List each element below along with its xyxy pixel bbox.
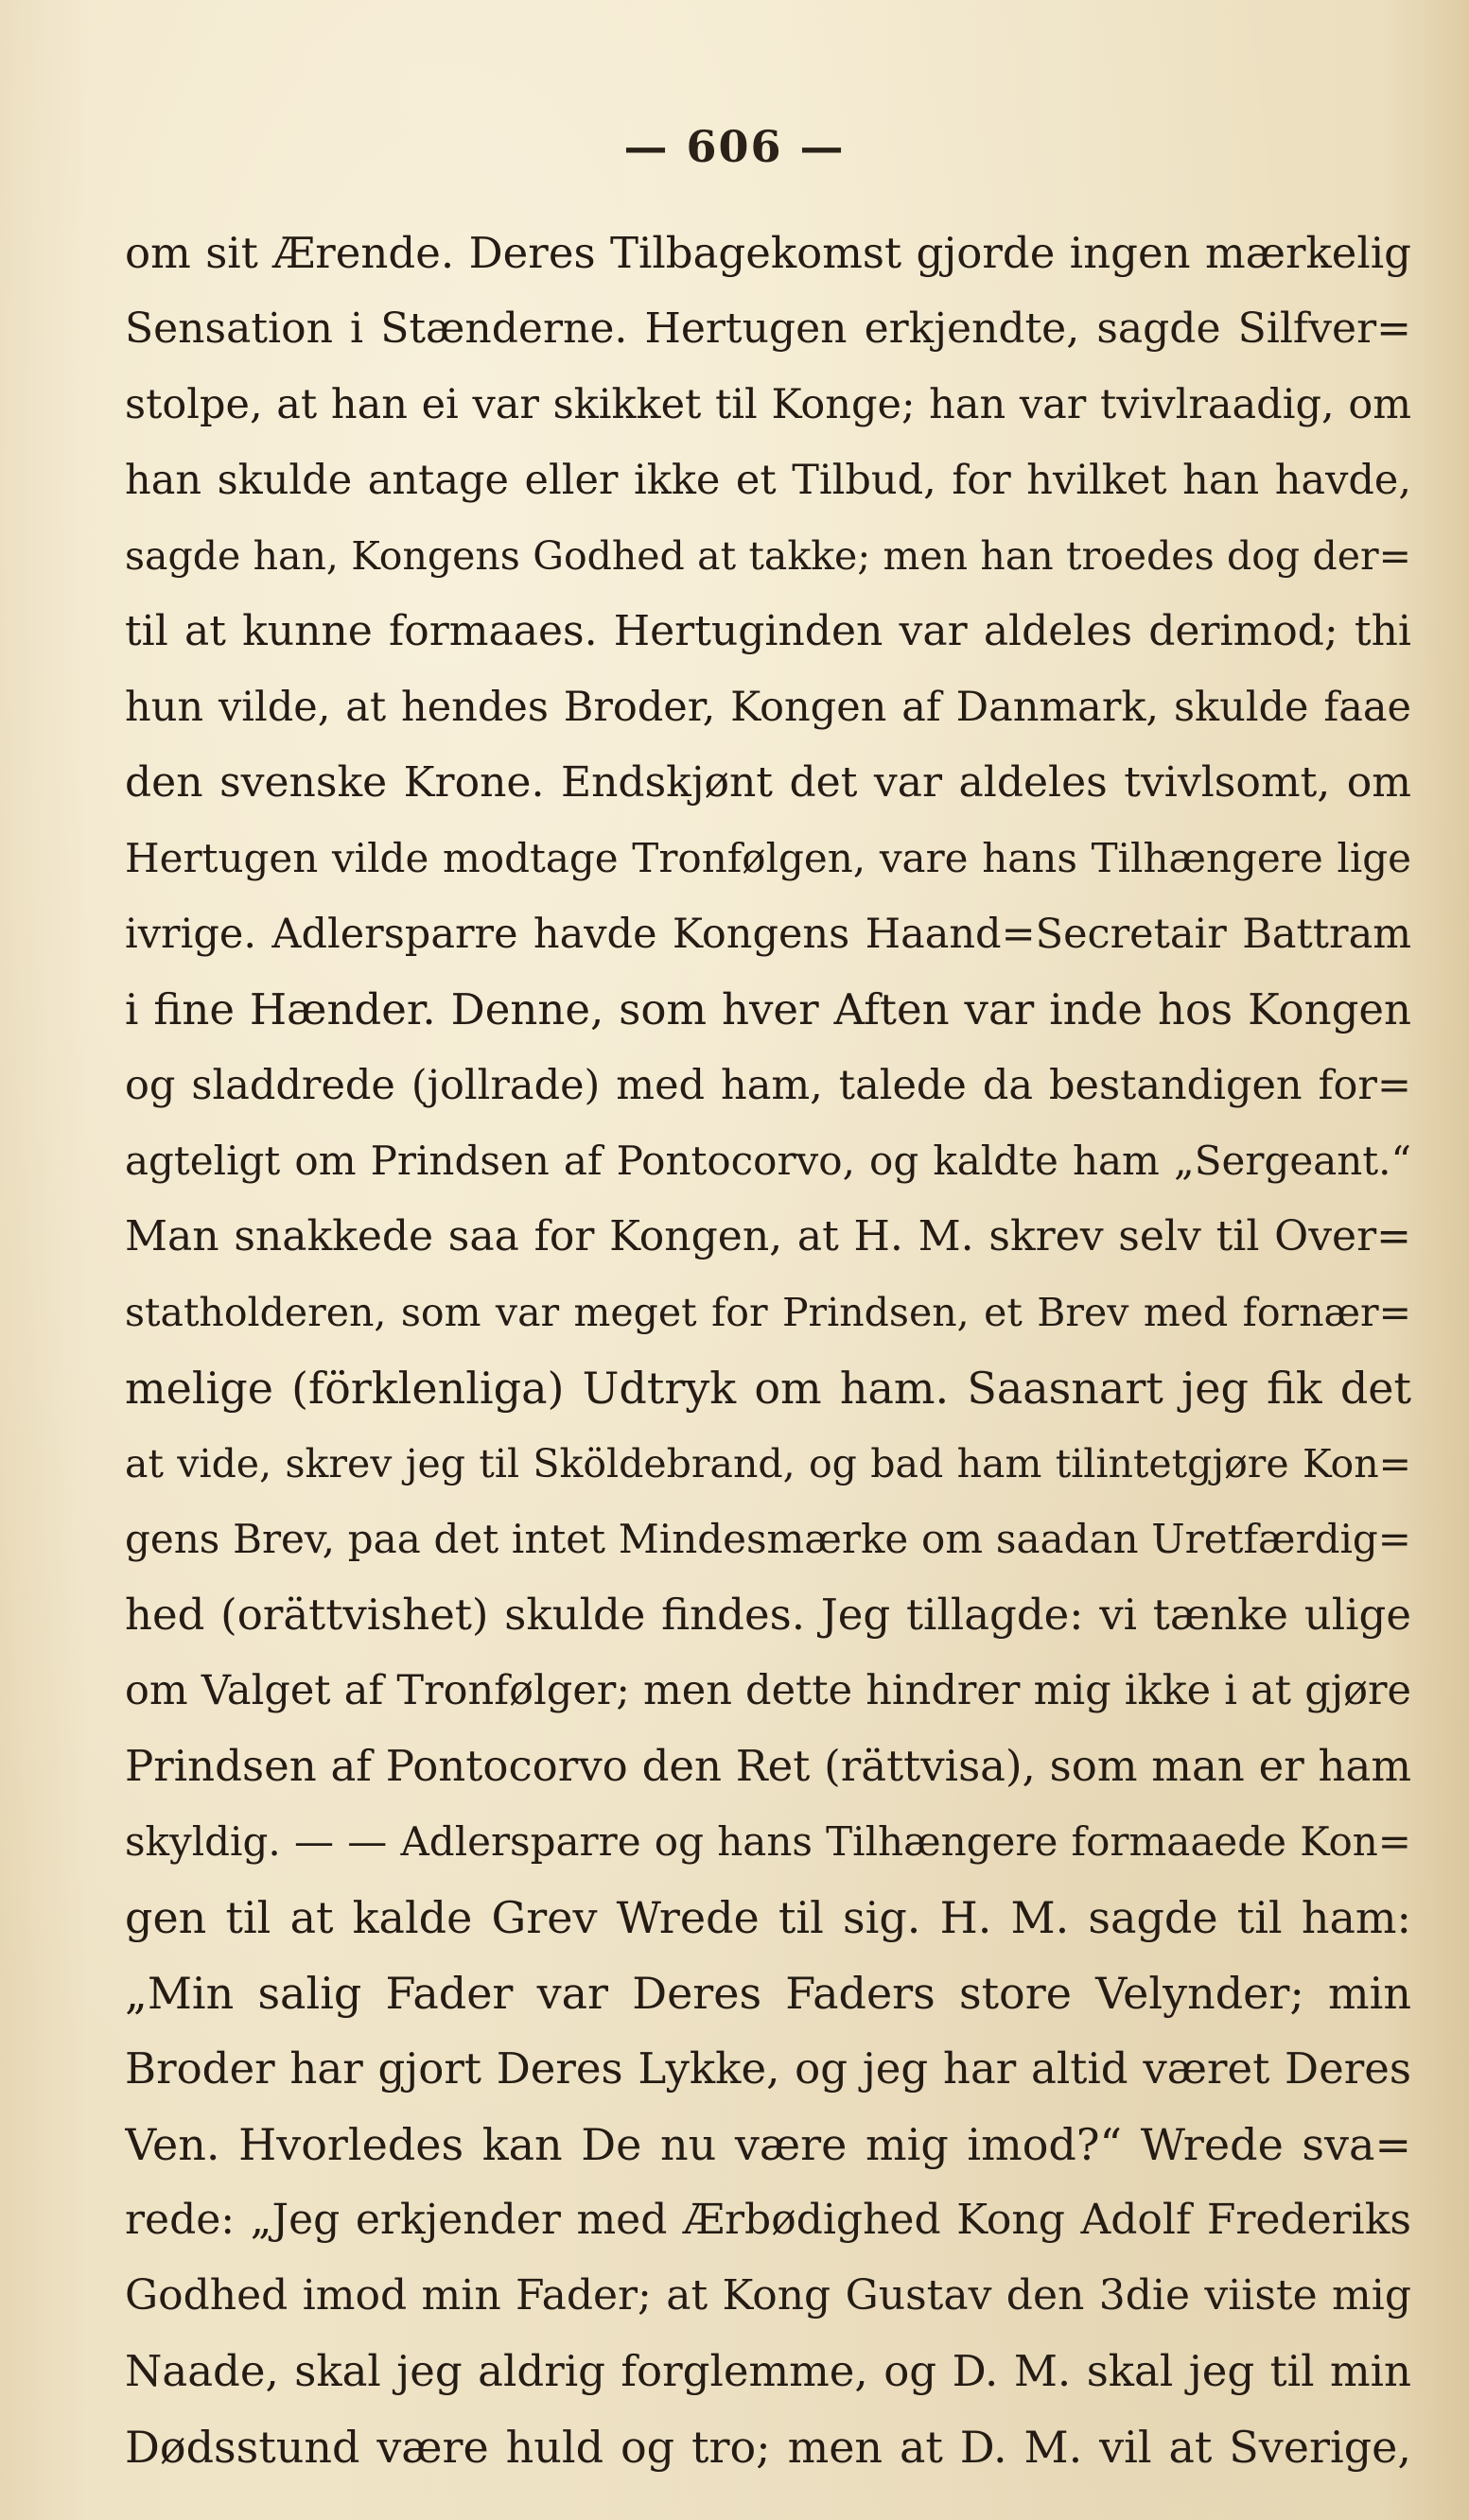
- text-line: sagde han, Kongens Godhed at takke; men han troedes dog der=: [125, 533, 1411, 579]
- text-line: Prindsen af Pontocorvo den Ret (rättvisa), som man er ham: [125, 1741, 1411, 1791]
- text-line: den svenske Krone. Endskjønt det var aldeles tvivlsomt, om: [125, 758, 1411, 807]
- text-line: om sit Ærende. Deres Tilbagekomst gjorde ingen mærkelig: [125, 228, 1411, 278]
- text-line: Godhed imod min Fader; at Kong Gustav den 3die viiste mig: [125, 2271, 1411, 2320]
- text-line: gens Brev, paa det intet Mindesmærke om saadan Uretfærdig=: [125, 1516, 1411, 1562]
- text-line: Hertugen vilde modtage Tronfølgen, vare hans Tilhængere lige: [125, 835, 1411, 881]
- text-line: „Min salig Fader var Deres Faders store Velynder; min: [125, 1968, 1411, 2019]
- text-line: Sensation i Stænderne. Hertugen erkjendte, sagde Silfver=: [125, 304, 1411, 353]
- text-line: og sladdrede (jollrade) med ham, talede da bestandigen for=: [125, 1062, 1411, 1109]
- text-line: melige (förklenliga) Udtryk om ham. Saasnart jeg fik det: [125, 1363, 1411, 1414]
- text-line: at vide, skrev jeg til Sköldebrand, og bad ham tilintetgjøre Kon=: [125, 1441, 1411, 1486]
- text-line: hed (orättvishet) skulde findes. Jeg tillagde: vi tænke ulige: [125, 1590, 1411, 1640]
- text-line: om Valget af Tronfølger; men dette hindrer mig ikke i at gjøre: [125, 1667, 1411, 1714]
- text-line: hun vilde, at hendes Broder, Kongen af Danmark, skulde faae: [125, 684, 1411, 731]
- text-line: Man snakkede saa for Kongen, at H. M. skrev selv til Over=: [125, 1212, 1411, 1260]
- text-line: stolpe, at han ei var skikket til Konge; han var tvivlraadig, om: [125, 381, 1411, 428]
- text-line: Naade, skal jeg aldrig forglemme, og D. M. skal jeg til min: [125, 2346, 1411, 2396]
- text-line: statholderen, som var meget for Prindsen, et Brev med fornær=: [125, 1290, 1411, 1335]
- text-line: skyldig. — — Adlersparre og hans Tilhængere formaaede Kon=: [125, 1818, 1411, 1865]
- text-line: Ven. Hvorledes kan De nu være mig imod?“ Wrede sva=: [125, 2119, 1411, 2170]
- text-line: til at kunne formaaes. Hertuginden var aldeles derimod; thi: [125, 607, 1411, 655]
- text-line: ivrige. Adlersparre havde Kongens Haand=Secretair Battram: [125, 911, 1411, 958]
- body-text: [125, 216, 1411, 2485]
- text-line: gen til at kalde Grev Wrede til sig. H. M. sagde til ham:: [125, 1892, 1411, 1943]
- text-line: han skulde antage eller ikke et Tilbud, for hvilket han havde,: [125, 457, 1411, 504]
- text-line: agteligt om Prindsen af Pontocorvo, og kaldte ham „Sergeant.“: [125, 1138, 1411, 1184]
- page-number: — 606 —: [623, 121, 846, 172]
- text-line: Dødsstund være huld og tro; men at D. M. vil at Sverige,: [125, 2422, 1411, 2473]
- text-line: i fine Hænder. Denne, som hver Aften var inde hos Kongen: [125, 984, 1411, 1034]
- text-line: Broder har gjort Deres Lykke, og jeg har altid været Deres: [125, 2043, 1411, 2094]
- text-line: rede: „Jeg erkjender med Ærbødighed Kong Adolf Frederiks: [125, 2196, 1411, 2244]
